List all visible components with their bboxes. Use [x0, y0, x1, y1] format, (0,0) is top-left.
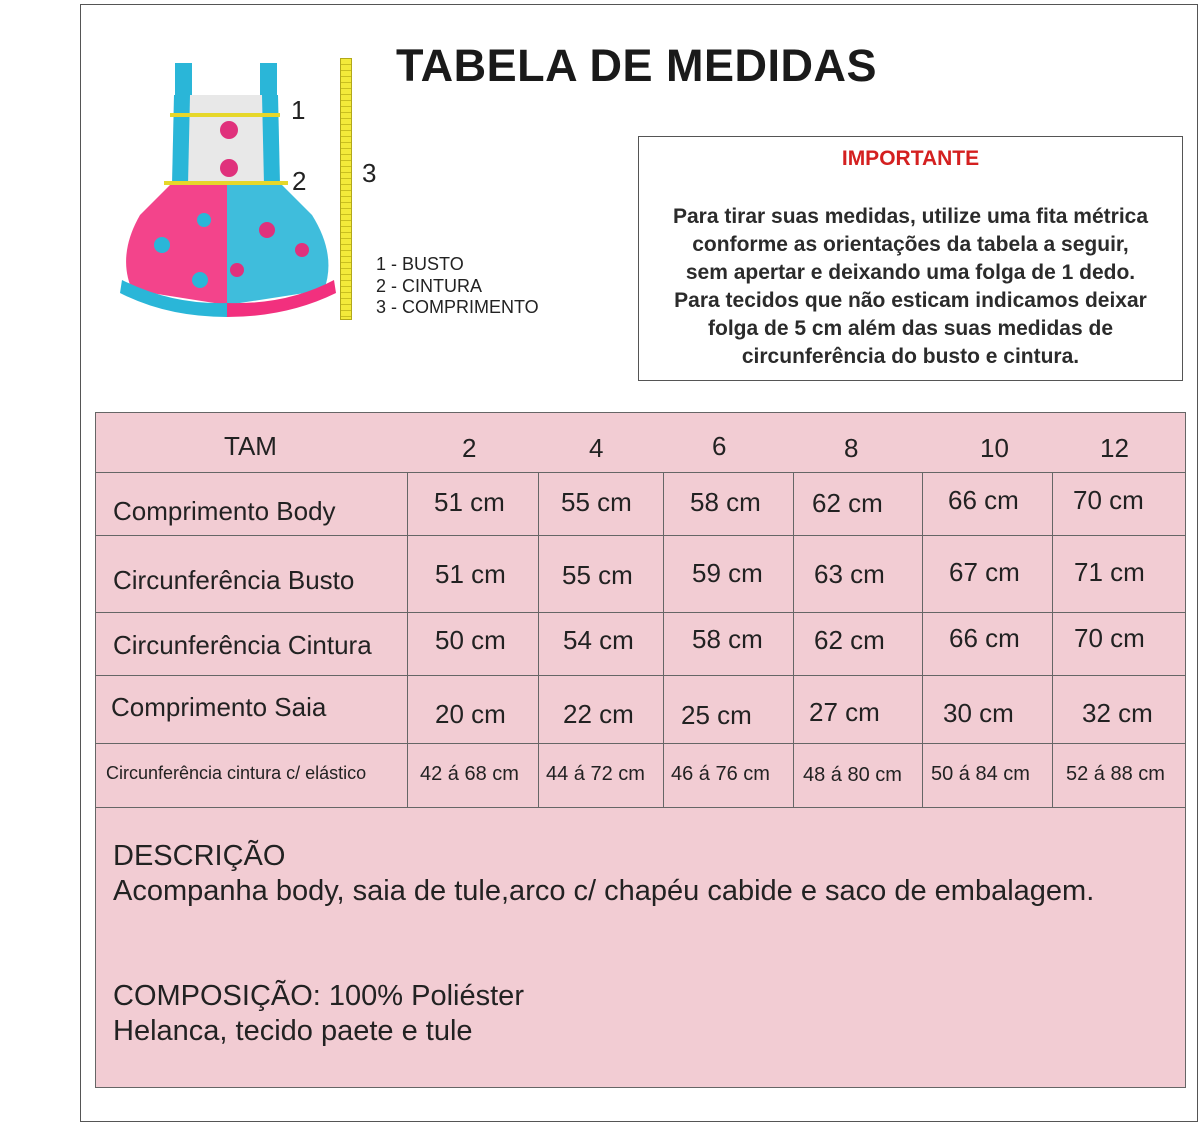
marker-2: 2 — [292, 166, 307, 196]
bodice-dot — [220, 121, 238, 139]
table-rule — [96, 675, 1185, 676]
table-rule — [96, 535, 1185, 536]
table-header-cell: 8 — [844, 433, 859, 463]
table-cell: 52 á 88 cm — [1066, 763, 1165, 785]
table-header-cell: 10 — [980, 433, 1009, 463]
table-cell: 46 á 76 cm — [671, 763, 770, 785]
important-line: Para tecidos que não esticam indicamos deixar — [674, 289, 1147, 312]
important-heading: IMPORTANTE — [841, 147, 980, 170]
size-table — [95, 412, 1186, 808]
bodice-dot — [220, 159, 238, 177]
page-title: TABELA DE MEDIDAS — [396, 40, 877, 91]
table-cell: 70 cm — [1074, 623, 1145, 653]
skirt-dot — [192, 272, 208, 288]
table-header-cell: 12 — [1100, 433, 1129, 463]
table-row-label: Circunferência cintura c/ elástico — [106, 763, 367, 783]
table-header-size: TAM — [224, 431, 277, 461]
table-rule — [663, 473, 664, 807]
table-header-cell: 4 — [589, 433, 604, 463]
table-cell: 20 cm — [435, 699, 506, 729]
legend-item: 1 - BUSTO — [376, 254, 464, 274]
important-line: conforme as orientações da tabela a seguir, — [692, 233, 1129, 256]
table-cell: 67 cm — [949, 557, 1020, 587]
table-cell: 55 cm — [562, 560, 633, 590]
table-cell: 63 cm — [814, 559, 885, 589]
skirt-dot — [230, 263, 244, 277]
table-cell: 50 cm — [435, 625, 506, 655]
table-cell: 30 cm — [943, 698, 1014, 728]
materials-text: Helanca, tecido paete e tule — [113, 1015, 473, 1047]
table-cell: 62 cm — [814, 625, 885, 655]
table-rule — [96, 612, 1185, 613]
table-cell: 51 cm — [435, 559, 506, 589]
important-line: sem apertar e deixando uma folga de 1 dedo. — [685, 261, 1136, 284]
marker-1: 1 — [291, 95, 306, 125]
table-cell: 50 á 84 cm — [931, 763, 1030, 785]
table-header-cell: 2 — [462, 433, 477, 463]
table-cell: 62 cm — [812, 488, 883, 518]
bodice-left-band — [172, 95, 190, 185]
table-row-label: Circunferência Cintura — [113, 630, 372, 660]
table-cell: 66 cm — [948, 485, 1019, 515]
important-line: Para tirar suas medidas, utilize uma fita métrica — [672, 205, 1149, 228]
table-cell: 55 cm — [561, 487, 632, 517]
table-cell: 66 cm — [949, 623, 1020, 653]
table-cell: 27 cm — [809, 697, 880, 727]
table-cell: 59 cm — [692, 558, 763, 588]
table-cell: 58 cm — [692, 624, 763, 654]
table-cell: 54 cm — [563, 625, 634, 655]
important-line: folga de 5 cm além das suas medidas de — [708, 317, 1113, 340]
table-cell: 51 cm — [434, 487, 505, 517]
important-line: circunferência do busto e cintura. — [741, 345, 1080, 368]
table-cell: 70 cm — [1073, 485, 1144, 515]
skirt-dot — [259, 222, 275, 238]
legend-item: 3 - COMPRIMENTO — [376, 297, 539, 317]
dress-illustration — [112, 55, 342, 325]
marker-3: 3 — [362, 158, 377, 188]
skirt-left — [126, 183, 227, 305]
description-heading: DESCRIÇÃO — [113, 840, 286, 872]
table-cell: 42 á 68 cm — [420, 763, 519, 785]
table-header-cell: 6 — [712, 431, 727, 461]
table-cell: 71 cm — [1074, 557, 1145, 587]
bodice-right-band — [262, 95, 280, 185]
skirt-dot — [197, 213, 211, 227]
description-box — [95, 808, 1186, 1088]
table-row-label: Comprimento Body — [113, 496, 336, 526]
table-cell: 58 cm — [690, 487, 761, 517]
skirt-dot — [295, 243, 309, 257]
skirt-right — [227, 183, 328, 305]
length-ruler — [340, 58, 352, 320]
legend-item: 2 - CINTURA — [376, 275, 483, 296]
table-row-label: Comprimento Saia — [111, 692, 327, 722]
skirt-dot — [154, 237, 170, 253]
table-rule — [1052, 473, 1053, 807]
table-rule — [407, 473, 408, 807]
composition-text: COMPOSIÇÃO: 100% Poliéster — [113, 980, 524, 1012]
table-cell: 44 á 72 cm — [546, 763, 645, 785]
table-cell: 25 cm — [681, 700, 752, 730]
table-cell: 32 cm — [1082, 698, 1153, 728]
table-row-label: Circunferência Busto — [113, 565, 355, 595]
table-rule — [96, 472, 1185, 473]
table-rule — [793, 473, 794, 807]
table-cell: 22 cm — [563, 699, 634, 729]
measure-legend — [376, 254, 539, 319]
table-rule — [922, 473, 923, 807]
important-box — [638, 136, 1183, 381]
table-rule — [538, 473, 539, 807]
table-cell: 48 á 80 cm — [803, 764, 902, 786]
description-text: Acompanha body, saia de tule,arco c/ chapéu cabide e saco de embalagem. — [113, 875, 1095, 907]
important-text — [639, 203, 1182, 371]
table-rule — [96, 743, 1185, 744]
